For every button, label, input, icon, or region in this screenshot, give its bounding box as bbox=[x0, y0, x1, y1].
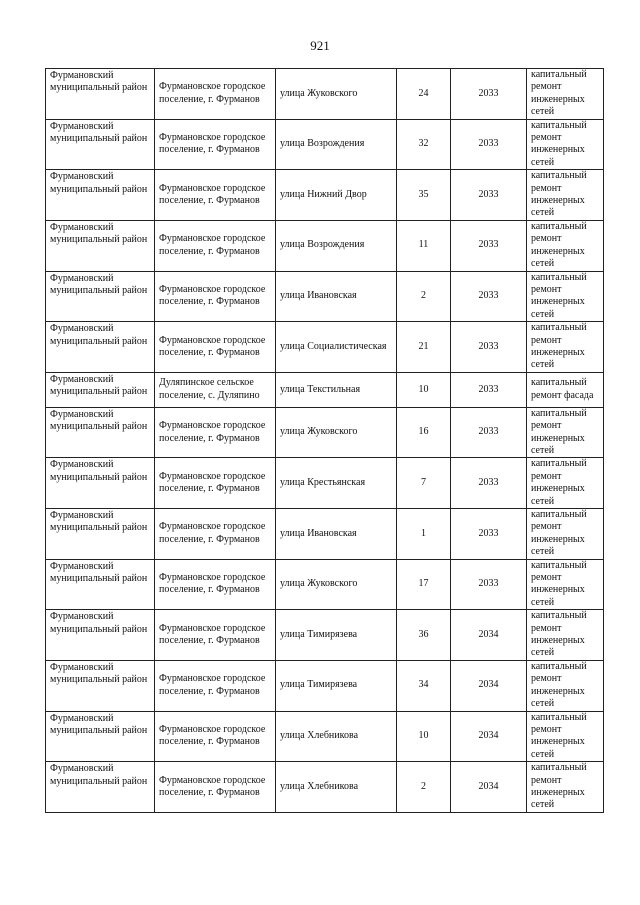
year-cell: 2033 bbox=[451, 372, 527, 407]
street-cell: улица Возрождения bbox=[276, 119, 397, 170]
work-type-cell: капитальный ремонт инженерных сетей bbox=[527, 762, 604, 813]
district-cell: Фурмановский муниципальный район bbox=[46, 458, 155, 509]
repair-schedule-table bbox=[45, 68, 604, 813]
street-cell: улица Жуковского bbox=[276, 559, 397, 610]
work-type-cell: капитальный ремонт инженерных сетей bbox=[527, 322, 604, 373]
settlement-cell: Фурмановское городское поселение, г. Фурманов bbox=[155, 220, 276, 271]
district-cell: Фурмановский муниципальный район bbox=[46, 509, 155, 560]
settlement-cell: Фурмановское городское поселение, г. Фурманов bbox=[155, 119, 276, 170]
work-type-cell: капитальный ремонт инженерных сетей bbox=[527, 559, 604, 610]
street-cell: улица Возрождения bbox=[276, 220, 397, 271]
house-number-cell: 10 bbox=[397, 711, 451, 762]
settlement-cell: Фурмановское городское поселение, г. Фурманов bbox=[155, 711, 276, 762]
work-type-cell: капитальный ремонт фасада bbox=[527, 372, 604, 407]
house-number-cell: 2 bbox=[397, 762, 451, 813]
district-cell: Фурмановский муниципальный район bbox=[46, 660, 155, 711]
street-cell: улица Тимирязева bbox=[276, 660, 397, 711]
district-cell: Фурмановский муниципальный район bbox=[46, 711, 155, 762]
work-type-cell: капитальный ремонт инженерных сетей bbox=[527, 660, 604, 711]
settlement-cell: Фурмановское городское поселение, г. Фурманов bbox=[155, 170, 276, 221]
settlement-cell: Фурмановское городское поселение, г. Фурманов bbox=[155, 322, 276, 373]
work-type-cell: капитальный ремонт инженерных сетей bbox=[527, 271, 604, 322]
district-cell: Фурмановский муниципальный район bbox=[46, 407, 155, 458]
house-number-cell: 35 bbox=[397, 170, 451, 221]
work-type-cell: капитальный ремонт инженерных сетей bbox=[527, 610, 604, 661]
year-cell: 2033 bbox=[451, 509, 527, 560]
table-row bbox=[46, 220, 604, 271]
settlement-cell: Дуляпинское сельское поселение, с. Дуляпино bbox=[155, 372, 276, 407]
house-number-cell: 1 bbox=[397, 509, 451, 560]
house-number-cell: 16 bbox=[397, 407, 451, 458]
street-cell: улица Хлебникова bbox=[276, 711, 397, 762]
settlement-cell: Фурмановское городское поселение, г. Фурманов bbox=[155, 458, 276, 509]
table-row bbox=[46, 762, 604, 813]
year-cell: 2033 bbox=[451, 220, 527, 271]
street-cell: улица Жуковского bbox=[276, 407, 397, 458]
district-cell: Фурмановский муниципальный район bbox=[46, 559, 155, 610]
work-type-cell: капитальный ремонт инженерных сетей bbox=[527, 458, 604, 509]
work-type-cell: капитальный ремонт инженерных сетей bbox=[527, 119, 604, 170]
year-cell: 2033 bbox=[451, 69, 527, 120]
settlement-cell: Фурмановское городское поселение, г. Фурманов bbox=[155, 762, 276, 813]
district-cell: Фурмановский муниципальный район bbox=[46, 322, 155, 373]
table-row bbox=[46, 372, 604, 407]
house-number-cell: 17 bbox=[397, 559, 451, 610]
street-cell: улица Крестьянская bbox=[276, 458, 397, 509]
year-cell: 2033 bbox=[451, 559, 527, 610]
house-number-cell: 10 bbox=[397, 372, 451, 407]
table-row bbox=[46, 509, 604, 560]
year-cell: 2034 bbox=[451, 660, 527, 711]
work-type-cell: капитальный ремонт инженерных сетей bbox=[527, 220, 604, 271]
work-type-cell: капитальный ремонт инженерных сетей bbox=[527, 407, 604, 458]
table-row bbox=[46, 271, 604, 322]
house-number-cell: 34 bbox=[397, 660, 451, 711]
house-number-cell: 24 bbox=[397, 69, 451, 120]
settlement-cell: Фурмановское городское поселение, г. Фурманов bbox=[155, 509, 276, 560]
house-number-cell: 11 bbox=[397, 220, 451, 271]
street-cell: улица Хлебникова bbox=[276, 762, 397, 813]
page-number: 921 bbox=[310, 38, 330, 53]
year-cell: 2034 bbox=[451, 610, 527, 661]
house-number-cell: 21 bbox=[397, 322, 451, 373]
table-row bbox=[46, 170, 604, 221]
work-type-cell: капитальный ремонт инженерных сетей bbox=[527, 509, 604, 560]
street-cell: улица Тимирязева bbox=[276, 610, 397, 661]
house-number-cell: 36 bbox=[397, 610, 451, 661]
street-cell: улица Жуковского bbox=[276, 69, 397, 120]
year-cell: 2033 bbox=[451, 271, 527, 322]
table-row bbox=[46, 660, 604, 711]
year-cell: 2033 bbox=[451, 119, 527, 170]
year-cell: 2033 bbox=[451, 170, 527, 221]
street-cell: улица Ивановская bbox=[276, 271, 397, 322]
district-cell: Фурмановский муниципальный район bbox=[46, 610, 155, 661]
settlement-cell: Фурмановское городское поселение, г. Фурманов bbox=[155, 69, 276, 120]
table-row bbox=[46, 559, 604, 610]
district-cell: Фурмановский муниципальный район bbox=[46, 220, 155, 271]
table-row bbox=[46, 610, 604, 661]
year-cell: 2033 bbox=[451, 322, 527, 373]
district-cell: Фурмановский муниципальный район bbox=[46, 69, 155, 120]
district-cell: Фурмановский муниципальный район bbox=[46, 372, 155, 407]
table-row bbox=[46, 711, 604, 762]
table-row bbox=[46, 407, 604, 458]
settlement-cell: Фурмановское городское поселение, г. Фурманов bbox=[155, 559, 276, 610]
table-row bbox=[46, 458, 604, 509]
work-type-cell: капитальный ремонт инженерных сетей bbox=[527, 69, 604, 120]
table-row bbox=[46, 322, 604, 373]
work-type-cell: капитальный ремонт инженерных сетей bbox=[527, 170, 604, 221]
district-cell: Фурмановский муниципальный район bbox=[46, 762, 155, 813]
year-cell: 2034 bbox=[451, 711, 527, 762]
street-cell: улица Социалистическая bbox=[276, 322, 397, 373]
district-cell: Фурмановский муниципальный район bbox=[46, 170, 155, 221]
district-cell: Фурмановский муниципальный район bbox=[46, 119, 155, 170]
year-cell: 2033 bbox=[451, 407, 527, 458]
house-number-cell: 7 bbox=[397, 458, 451, 509]
street-cell: улица Ивановская bbox=[276, 509, 397, 560]
house-number-cell: 2 bbox=[397, 271, 451, 322]
street-cell: улица Нижний Двор bbox=[276, 170, 397, 221]
table-body bbox=[46, 69, 604, 813]
year-cell: 2033 bbox=[451, 458, 527, 509]
settlement-cell: Фурмановское городское поселение, г. Фурманов bbox=[155, 271, 276, 322]
work-type-cell: капитальный ремонт инженерных сетей bbox=[527, 711, 604, 762]
settlement-cell: Фурмановское городское поселение, г. Фурманов bbox=[155, 407, 276, 458]
street-cell: улица Текстильная bbox=[276, 372, 397, 407]
house-number-cell: 32 bbox=[397, 119, 451, 170]
table-row bbox=[46, 119, 604, 170]
district-cell: Фурмановский муниципальный район bbox=[46, 271, 155, 322]
year-cell: 2034 bbox=[451, 762, 527, 813]
table-row bbox=[46, 69, 604, 120]
settlement-cell: Фурмановское городское поселение, г. Фурманов bbox=[155, 660, 276, 711]
settlement-cell: Фурмановское городское поселение, г. Фурманов bbox=[155, 610, 276, 661]
